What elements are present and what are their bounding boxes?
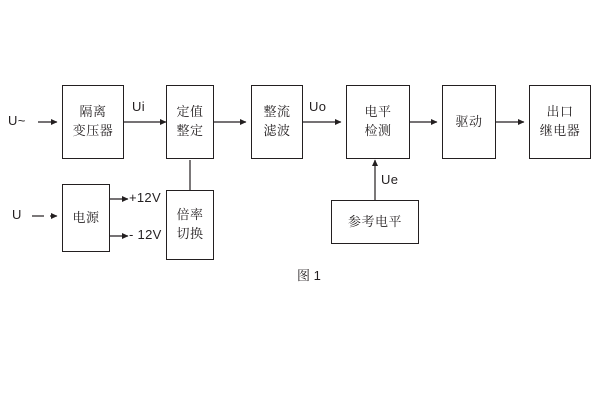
label-ue: Ue xyxy=(381,172,399,187)
label-input-ac: U~ xyxy=(8,113,26,128)
block-multiplier-switch-line-1: 倍率 xyxy=(176,207,204,223)
block-rectifier-filter-line-2: 滤波 xyxy=(263,123,291,138)
block-level-detection-line-2: 检测 xyxy=(364,123,392,138)
block-reference-level-line-1: 参考电平 xyxy=(347,213,402,229)
block-isolation-transformer-line-1: 隔离 xyxy=(79,104,107,120)
block-rectifier-filter xyxy=(251,85,303,159)
block-drive-line-1: 驱动 xyxy=(455,113,483,129)
block-fixed-value-setting-line-2: 整定 xyxy=(176,123,204,138)
label-plus-12v: +12V xyxy=(129,190,161,205)
label-minus-12v: - 12V xyxy=(129,227,162,242)
block-level-detection-line-1: 电平 xyxy=(364,104,392,120)
block-output-relay-line-2: 继电器 xyxy=(539,123,581,138)
label-uo: Uo xyxy=(309,99,327,114)
figure-caption: 图 1 xyxy=(297,268,321,283)
block-power-supply-line-1: 电源 xyxy=(72,209,100,225)
block-output-relay xyxy=(529,85,591,159)
block-reference-level xyxy=(331,200,419,244)
block-fixed-value-setting-line-1: 定值 xyxy=(176,104,204,120)
block-isolation-transformer-line-2: 变压器 xyxy=(72,123,114,138)
block-drive xyxy=(442,85,496,159)
label-ui: Ui xyxy=(132,99,145,114)
block-rectifier-filter-line-1: 整流 xyxy=(263,104,291,120)
label-input-dc: U xyxy=(12,207,22,222)
block-power-supply xyxy=(62,184,110,252)
block-isolation-transformer xyxy=(62,85,124,159)
block-multiplier-switch xyxy=(166,190,214,260)
block-multiplier-switch-line-2: 切换 xyxy=(176,226,204,241)
block-output-relay-line-1: 出口 xyxy=(546,104,574,120)
block-fixed-value-setting xyxy=(166,85,214,159)
block-level-detection xyxy=(346,85,410,159)
